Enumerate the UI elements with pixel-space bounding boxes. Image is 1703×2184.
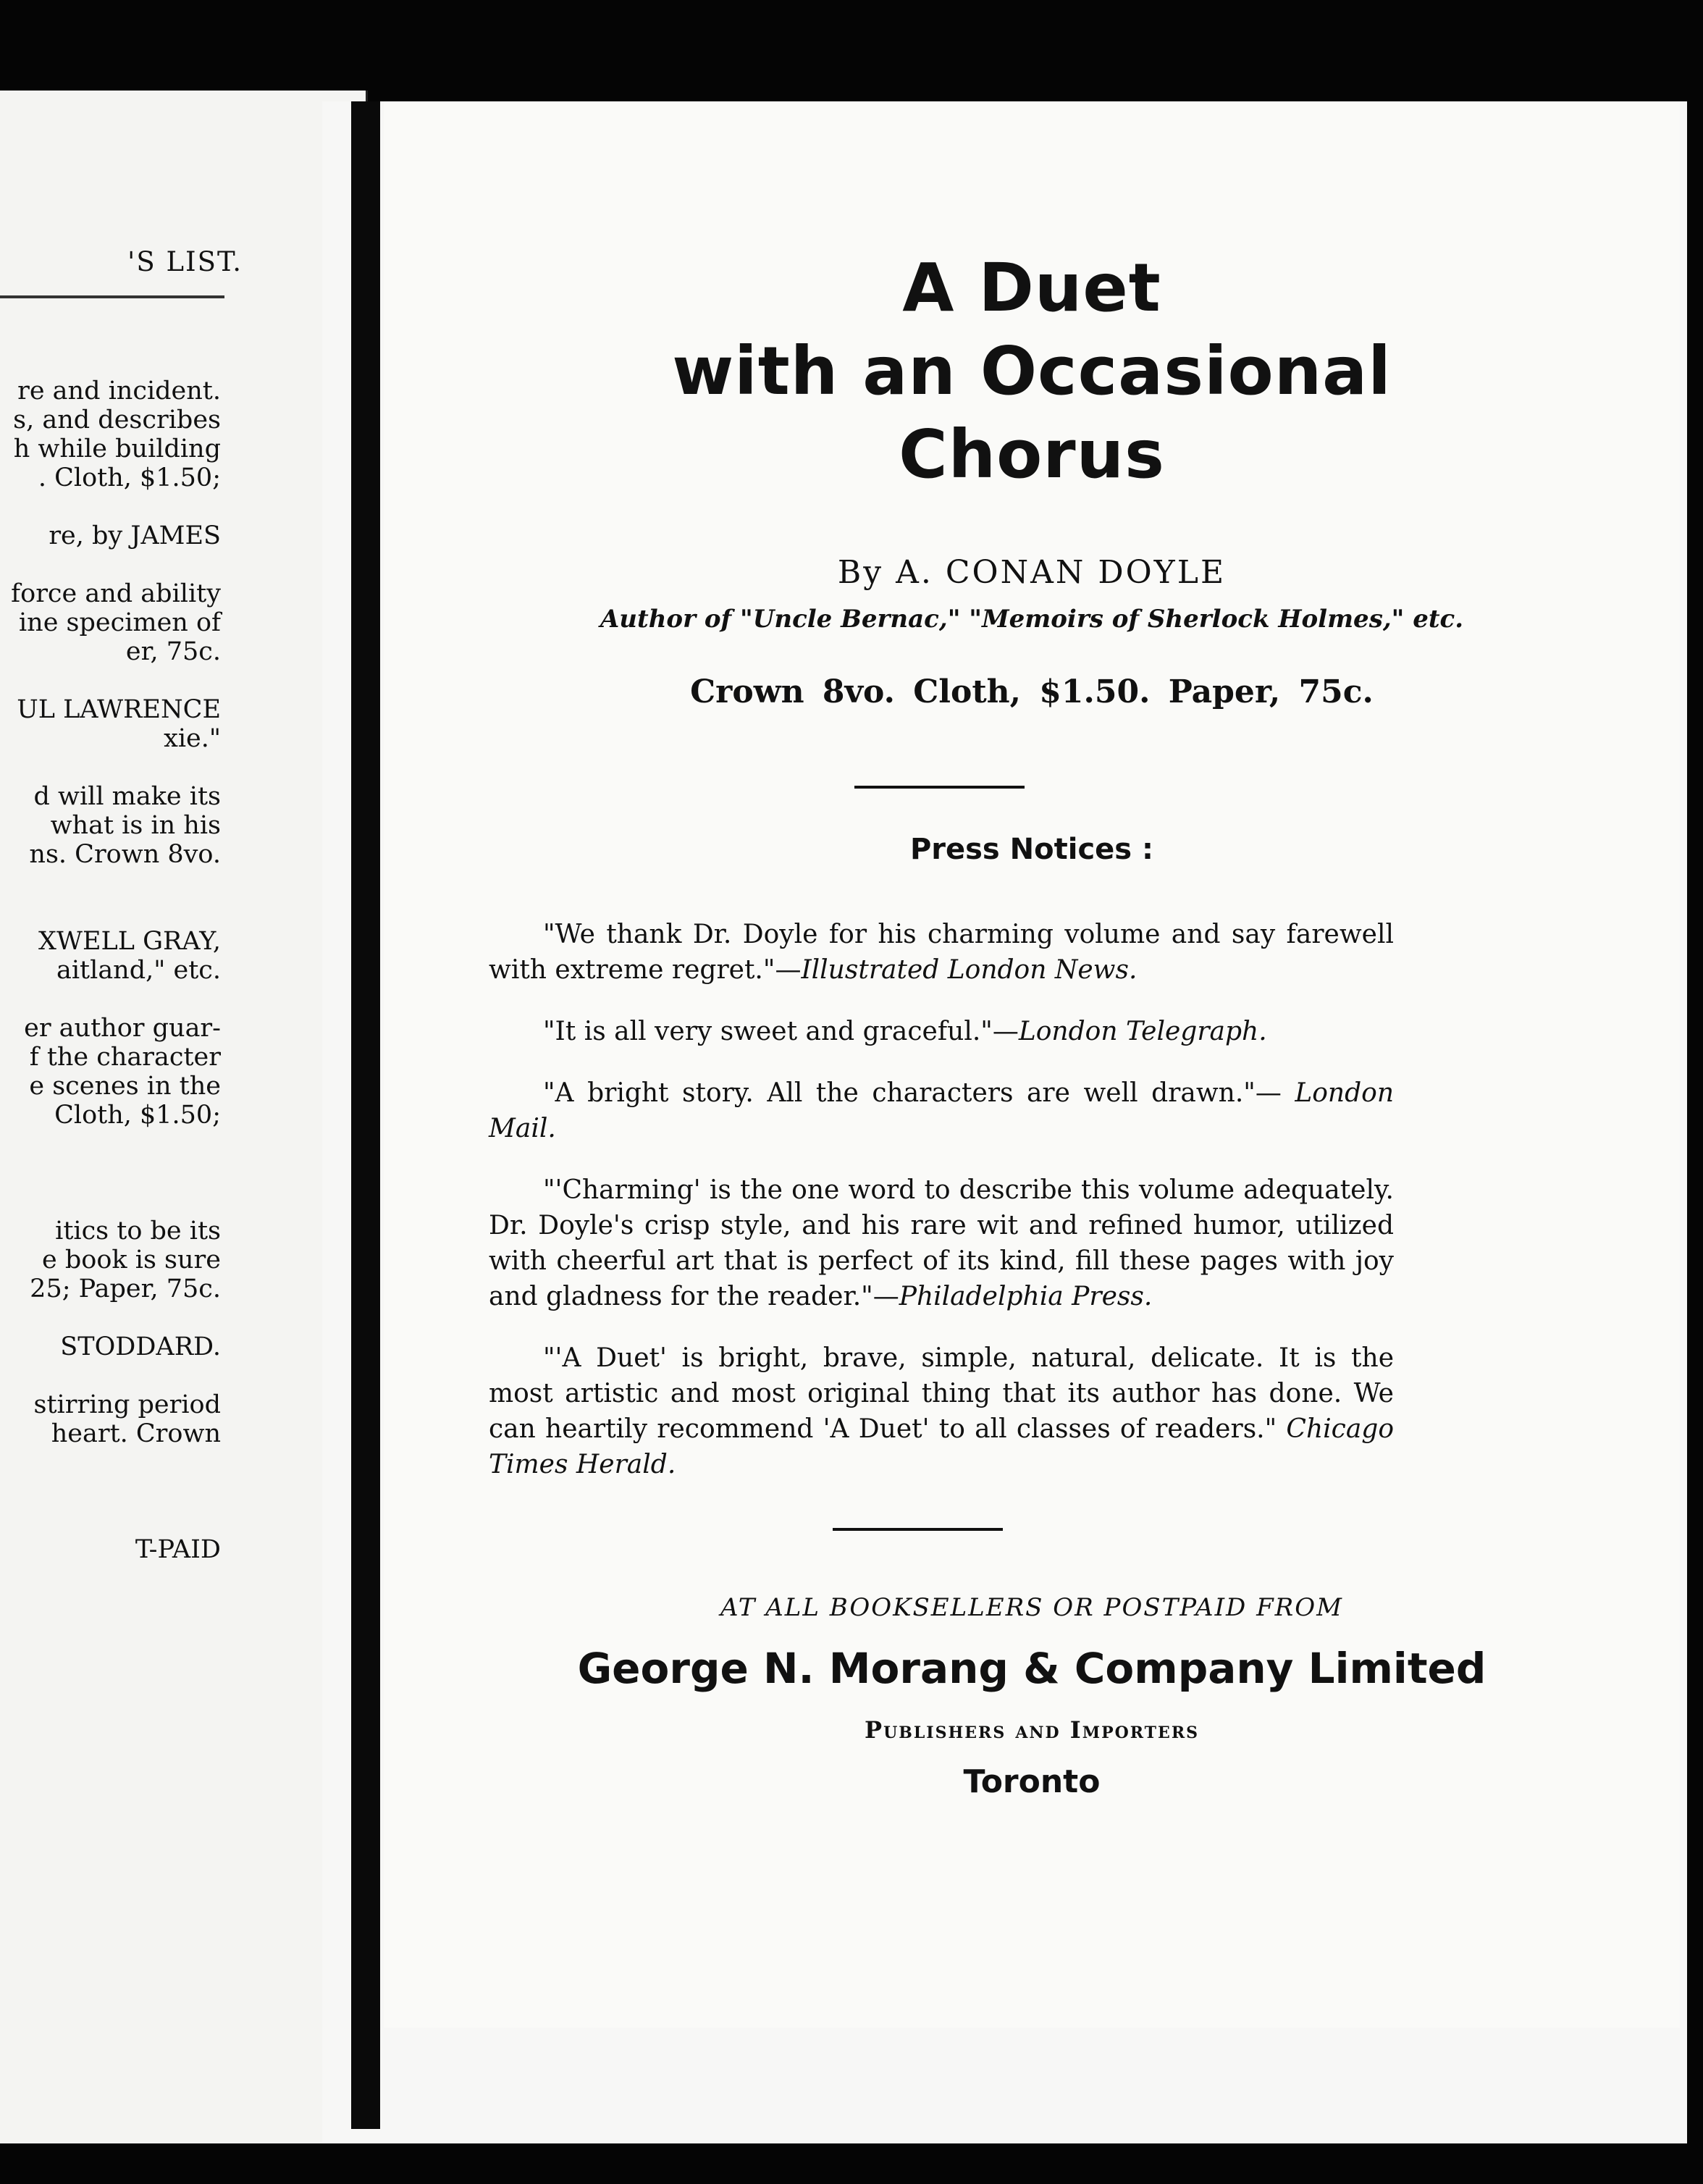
press-notices <box>489 891 1394 1500</box>
left-page <box>0 91 368 2143</box>
left-page-line: aitland," etc. <box>56 956 221 985</box>
left-page-line: . Cloth, $1.50; <box>38 463 221 492</box>
left-page-text <box>0 377 221 1564</box>
left-page-line <box>0 1448 221 1477</box>
notice-source: London Mail. <box>489 1078 1394 1143</box>
left-page-line: stirring period <box>33 1390 221 1419</box>
press-notice: "It is all very sweet and graceful."—London Telegraph. <box>543 1017 1267 1046</box>
left-page-line: STODDARD. <box>60 1332 221 1361</box>
left-page-line: er author guar- <box>24 1014 221 1043</box>
left-page-line <box>0 985 221 1014</box>
press-notice: "We thank Dr. Doyle for his charming volume and say farewell with extreme regret."—Illustrated London News. <box>489 920 1394 985</box>
divider-rule <box>854 786 1025 789</box>
left-page-line <box>0 1159 221 1188</box>
title-line-3: Chorus <box>899 416 1165 493</box>
left-page-line: h while building <box>13 434 221 463</box>
left-page-line <box>0 753 221 782</box>
press-notice: "'Charming' is the one word to describe this volume adequately. Dr. Doyle's crisp style, and his rare wit and refined humor, utilized with cheerful art that is perfect of its kind, fill these pages with joy and gladness for the reader."—Philadelphia Press. <box>489 1175 1394 1311</box>
publisher-tagline: Publishers and Importers <box>865 1716 1199 1744</box>
byline: By A. CONAN DOYLE <box>837 554 1227 591</box>
left-page-line: e scenes in the <box>29 1072 221 1101</box>
publisher-city: Toronto <box>963 1763 1101 1800</box>
press-notices-title: Press Notices : <box>909 833 1154 866</box>
left-page-line <box>0 666 221 695</box>
left-page-line <box>0 869 221 898</box>
book-title <box>384 246 1680 496</box>
left-page-line <box>0 1506 221 1535</box>
left-page-line: UL LAWRENCE <box>17 695 221 724</box>
left-page-line <box>0 1303 221 1332</box>
left-page-line: T-PAID <box>135 1535 221 1564</box>
notice-source: Chicago Times Herald. <box>489 1414 1394 1479</box>
left-page-line <box>0 550 221 579</box>
left-page-line: re and incident. <box>17 377 221 406</box>
left-page-line: XWELL GRAY, <box>38 927 221 956</box>
left-page-line: force and ability <box>11 579 221 608</box>
publisher-name: George N. Morang & Company Limited <box>577 1644 1487 1693</box>
left-page-line: what is in his <box>50 811 221 840</box>
left-page-line: d will make its <box>33 782 221 811</box>
title-line-1: A Duet <box>902 249 1161 327</box>
notice-source: Illustrated London News. <box>801 955 1138 985</box>
left-page-line: 25; Paper, 75c. <box>30 1274 221 1303</box>
booksellers-line: AT ALL BOOKSELLERS OR POSTPAID FROM <box>720 1593 1343 1622</box>
divider-rule <box>833 1528 1003 1531</box>
book-spine <box>351 101 380 2129</box>
press-notice: "'A Duet' is bright, brave, simple, natural, delicate. It is the most artistic and most original thing that its author has done. We can heartily recommend 'A Duet' to all classes of readers." Chicago Times Herald. <box>489 1343 1394 1479</box>
author-of: Author of "Uncle Bernac," "Memoirs of Sherlock Holmes," etc. <box>600 605 1464 634</box>
notice-source: Philadelphia Press. <box>899 1282 1153 1311</box>
left-page-line: ine specimen of <box>18 608 221 637</box>
left-page-line: s, and describes <box>13 406 221 434</box>
left-page-line: Cloth, $1.50; <box>54 1101 221 1130</box>
left-page-line: er, 75c. <box>125 637 221 666</box>
prices: Crown 8vo. Cloth, $1.50. Paper, 75c. <box>690 673 1374 710</box>
left-page-line <box>0 1361 221 1390</box>
press-notice: "A bright story. All the characters are well drawn."— London Mail. <box>489 1078 1394 1143</box>
left-page-line: re, by JAMES <box>49 521 221 550</box>
left-page-heading: 'S LIST. <box>127 246 243 277</box>
left-page-line: heart. Crown <box>51 1419 221 1448</box>
left-page-line: f the character <box>29 1043 221 1072</box>
advertisement-page <box>384 101 1680 2028</box>
left-page-line <box>0 1188 221 1217</box>
left-page-line: itics to be its <box>55 1217 221 1246</box>
left-page-line <box>0 492 221 521</box>
left-page-line <box>0 898 221 927</box>
notice-source: London Telegraph. <box>1018 1017 1267 1046</box>
left-page-line: xie." <box>164 724 221 753</box>
left-page-line: e book is sure <box>42 1246 221 1274</box>
left-page-rule <box>0 295 224 298</box>
left-page-line <box>0 1477 221 1506</box>
left-page-line: ns. Crown 8vo. <box>29 840 221 869</box>
left-page-line <box>0 1130 221 1159</box>
title-line-2: with an Occasional <box>672 332 1392 410</box>
